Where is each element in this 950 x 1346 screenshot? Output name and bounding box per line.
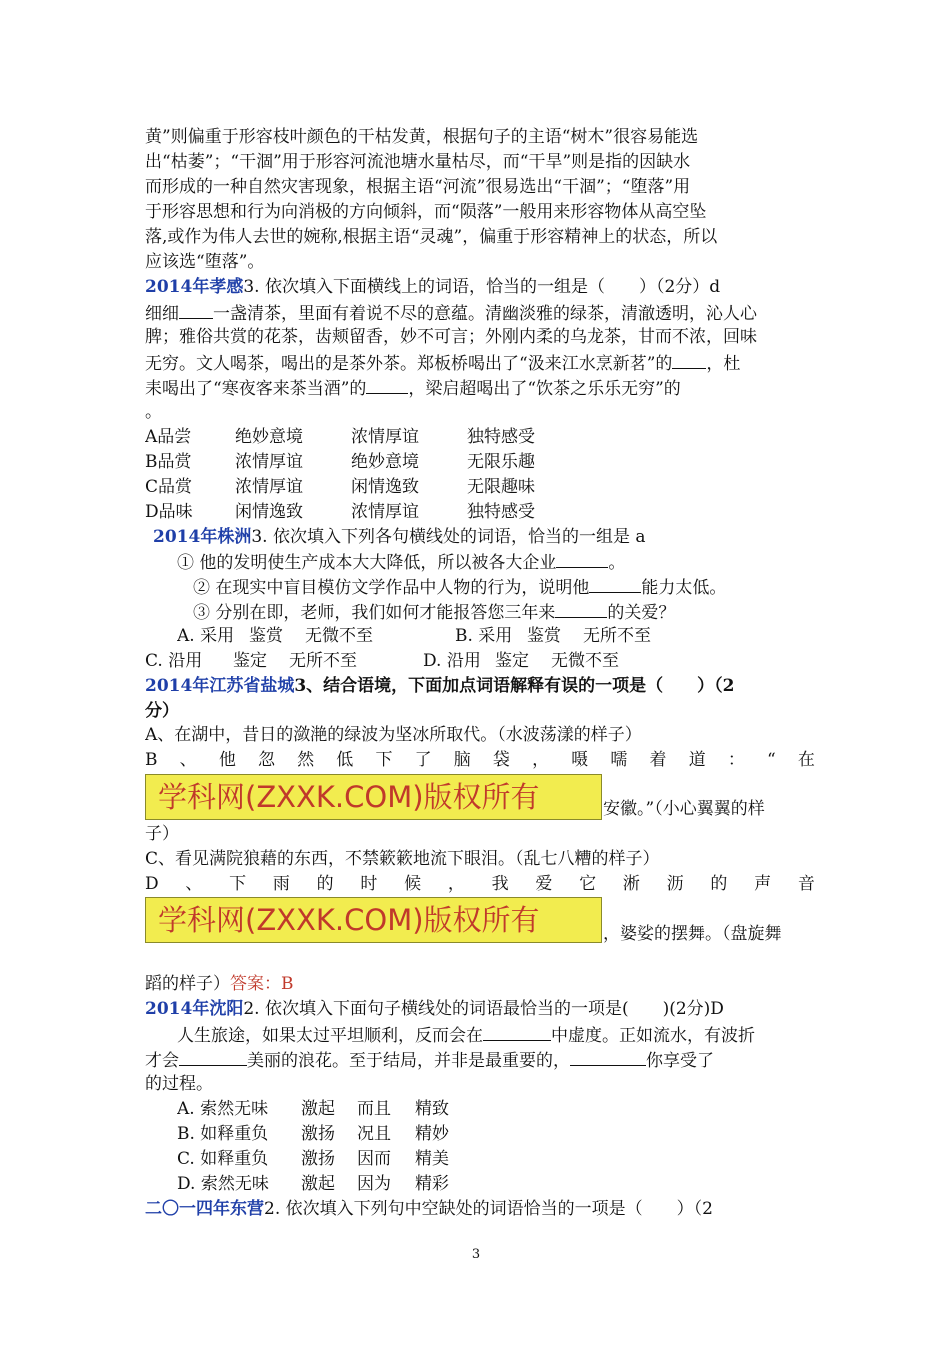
option-row: D品味 闲情逸致 浓情厚谊 独特感受 <box>145 502 535 522</box>
text-line: 无穷。文人喝茶，喝出的是茶外茶。郑板桥喝出了“汲来江水烹新茗”的 ，杜 <box>145 350 815 375</box>
option-d-line: D 、 下 雨 的 • 时 候 ， 我 爱 它 淅 沥 的 声 音 <box>145 872 815 897</box>
text-line: 细细 一盏清茶，里面有着说不尽的意蕴。清幽淡雅的绿茶，清澈透明，沁人心 <box>145 300 815 325</box>
blank <box>589 574 641 593</box>
page-number: 3 <box>471 1247 481 1262</box>
question-xiaogan-stem: 2014年孝感3. 依次填入下面横线上的词语，恰当的一组是（ ）（2分）d <box>145 277 721 297</box>
blank <box>570 1047 646 1066</box>
blank <box>555 599 607 618</box>
option-row: A. 采用 鉴赏 无微不至 B. 采用 鉴赏 无所不至 <box>177 626 651 646</box>
option-row: B. 如释重负 激扬 况且 精妙 <box>177 1124 449 1144</box>
question-shenyang-stem: 2014年沈阳2. 依次填入下面句子横线处的词语最恰当的一项是( )(2分)D <box>145 999 724 1019</box>
text-line: 脾；雅俗共赏的花茶，齿颊留香，妙不可言；外刚内柔的乌龙茶，甘而不浓，回味 <box>145 327 757 347</box>
question-source-tag: 2014年沈阳 <box>145 999 244 1019</box>
question-source-tag: 二〇一四年东营 <box>145 1199 264 1219</box>
option-row: C. 沿用 鉴定 无所不至 D. 沿用 鉴定 无微不至 <box>145 651 619 671</box>
blank <box>672 350 706 369</box>
text-line: 于形容思想和行为向消极的方向倾斜，而“陨落”一般用来形容物体从高空坠 <box>145 202 707 222</box>
text-line: 出“枯萎”；“干涸”用于形容河流池塘水量枯尽，而“干旱”则是指的因缺水 <box>145 152 691 172</box>
question-yancheng-stem: 2014年江苏省盐城3、结合语境，下面加点词语解释有误的一项是（ ）（2 <box>145 676 735 696</box>
option-row: C. 如释重负 激扬 因而 精美 <box>177 1149 449 1169</box>
question-source-tag: 2014年株洲 <box>153 527 252 547</box>
text-line: ，婆娑的摆舞。（盘旋舞 <box>603 924 782 944</box>
text-line: 子） <box>145 824 179 844</box>
text-line: 才会 美丽的浪花。至于结局，并非是最重要的， 你享受了 <box>145 1047 815 1072</box>
text-line: 落,或作为伟人去世的婉称,根据主语“灵魂”，偏重于形容精神上的状态，所以 <box>145 227 718 247</box>
answer-label: 答案：B <box>230 974 294 994</box>
text-line: 蹈的样子）答案：B <box>145 974 294 994</box>
text-line: 安徽。”（小心翼翼的样 <box>603 799 765 819</box>
option-c: C、看见满院狼藉的东西，不禁簌簌地流下眼泪。（乱七八糟的样子） <box>145 849 660 869</box>
option-row: B品赏 浓情厚谊 绝妙意境 无限乐趣 <box>145 452 535 472</box>
text-line: 分） <box>145 701 179 721</box>
option-row: C品赏 浓情厚谊 闲情逸致 无限趣味 <box>145 477 535 497</box>
text-line: 应该选“堕落”。 <box>145 252 265 272</box>
blank <box>179 300 213 319</box>
text-line: 。 <box>145 402 162 422</box>
option-b-line: B 、 他 忽 然 低 下 了 脑 袋 ， 嗫 • 嚅 • 着 道 ： “ 在 <box>145 748 815 773</box>
option-row: A品尝 绝妙意境 浓情厚谊 独特感受 <box>145 427 535 447</box>
blank <box>556 549 608 568</box>
question-dongying-stem: 二〇一四年东营2. 依次填入下列句中空缺处的词语恰当的一项是（ ）（2 <box>145 1199 713 1219</box>
blank <box>483 1022 551 1041</box>
option-row: D. 索然无味 激起 因为 精彩 <box>177 1174 449 1194</box>
watermark-banner: 学科网(ZXXK.COM)版权所有 <box>145 897 602 943</box>
watermark-banner: 学科网(ZXXK.COM)版权所有 <box>145 774 602 820</box>
blank <box>179 1047 247 1066</box>
dotted-word: 潋滟 <box>293 725 328 745</box>
sentence-item: ② 在现实中盲目模仿文学作品中人物的行为，说明他 能力太低。 <box>193 574 863 599</box>
question-source-tag: 2014年江苏省盐城 <box>145 676 295 696</box>
text-line: 耒喝出了“寒夜客来茶当酒”的 ，梁启超喝出了“饮茶之乐乐无穷”的 <box>145 375 815 400</box>
option-row: A. 索然无味 激起 而且 精致 <box>177 1099 449 1119</box>
sentence-item: ① 他的发明使生产成本大大降低，所以被各大企业 。 <box>177 549 847 574</box>
text-line: 的过程。 <box>145 1074 213 1094</box>
dotted-word: 婆娑 <box>620 924 654 944</box>
blank <box>366 375 408 394</box>
text-line: 黄”则偏重于形容枝叶颜色的干枯发黄，根据句子的主语“树木”很容易能选 <box>145 127 699 147</box>
question-source-tag: 2014年孝感 <box>145 277 244 297</box>
dotted-word: 簌簌 <box>379 849 414 869</box>
text-line: 而形成的一种自然灾害现象，根据主语“河流”很易选出“干涸”；“堕落”用 <box>145 177 691 197</box>
option-a: A、在湖中，昔日的潋滟的绿波为坚冰所取代。（水波荡漾的样子） <box>145 725 642 745</box>
sentence-item: ③ 分别在即，老师，我们如何才能报答您三年来 的关爱？ <box>193 599 863 624</box>
question-zhuzhou-stem: 2014年株洲3. 依次填入下列各句横线处的词语，恰当的一组是 a <box>153 527 646 547</box>
text-line: 人生旅途，如果太过平坦顺利，反而会在 中虚度。正如流水，有波折 <box>177 1022 815 1047</box>
